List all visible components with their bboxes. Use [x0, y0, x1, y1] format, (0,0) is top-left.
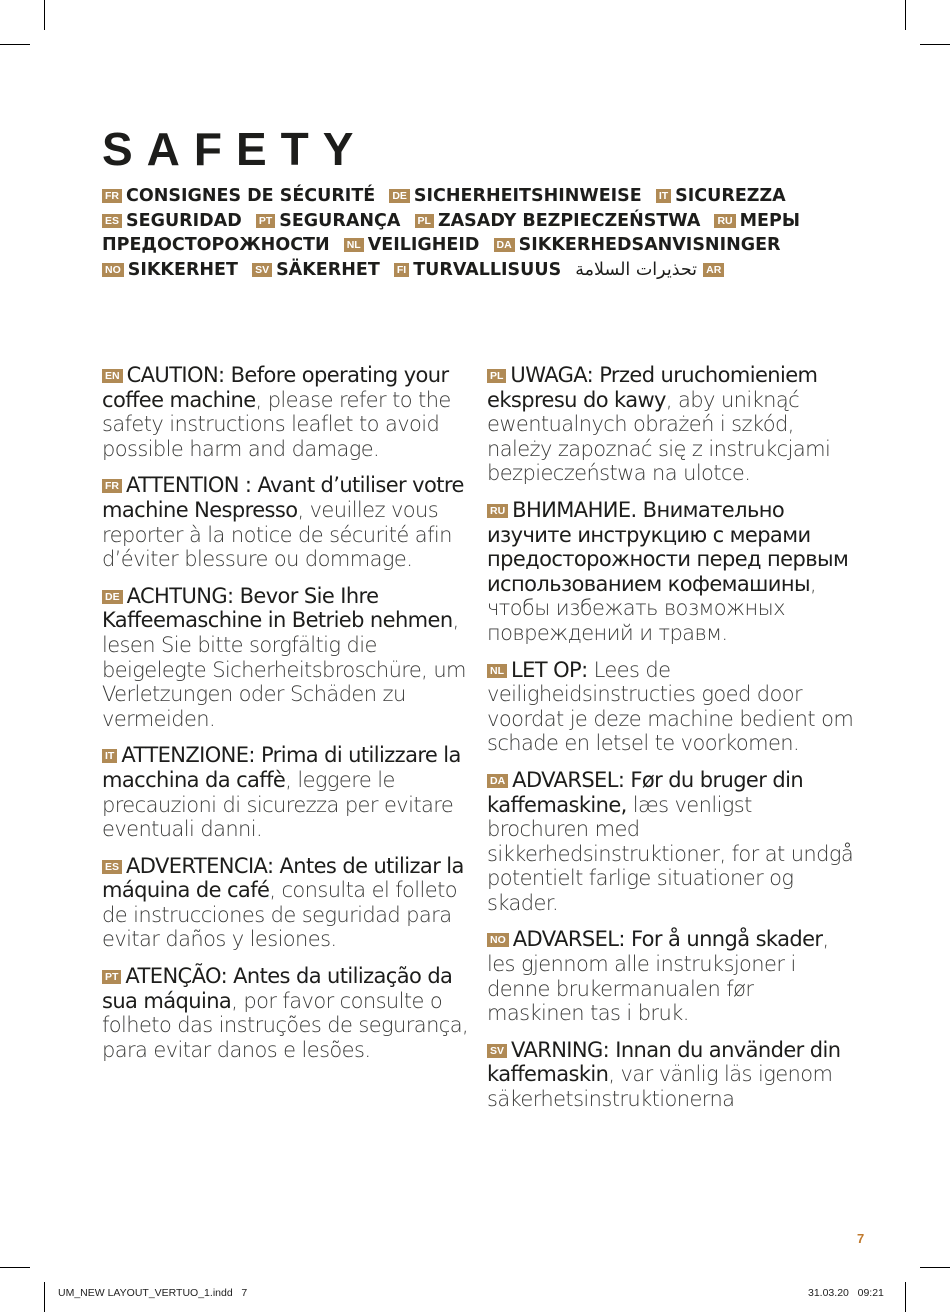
lang-heading-label: SÄKERHET: [276, 259, 380, 280]
language-headings: [102, 184, 842, 282]
lang-badge: IT: [656, 189, 671, 203]
warning-text: , aby uniknąć ewentualnych obrażeń i szkód, należy zapoznać się z instrukcjami bezpieczeństwa na ulotce.: [487, 387, 831, 486]
lang-heading-label: МЕРЫ ПРЕДОСТОРОЖНОСТИ: [102, 210, 800, 255]
lang-heading-label: SIKKERHEDSANVISNINGER: [518, 235, 781, 255]
right-column: [487, 363, 855, 1124]
print-slug-file: UM_NEW LAYOUT_VERTUO_1.indd 7: [58, 1287, 248, 1299]
warning-text: , les gjennom alle instruksjoner i denne brukermanualen før maskinen tas i bruk.: [487, 927, 829, 1026]
warning-text: Lees de veiligheidsinstructies goed door voordat je deze machine bedient om schade en letsel te voorkomen.: [487, 657, 854, 756]
lang-heading-label: تحذيرات السلامة: [575, 259, 698, 280]
warning-paragraph: [102, 743, 474, 841]
lang-heading-label: SEGURIDAD: [126, 210, 242, 231]
warning-lead: VARNING: Innan du använder din kaffemaskin: [487, 1037, 841, 1087]
lang-badge: PL: [415, 214, 434, 228]
lang-badge: PT: [256, 214, 275, 228]
lang-heading: [575, 260, 728, 280]
lang-heading-label: CONSIGNES DE SÉCURITÉ: [126, 186, 376, 206]
lang-badge: SV: [252, 263, 272, 277]
lang-badge: NO: [102, 263, 124, 277]
lang-badge: NO: [487, 933, 509, 947]
warning-paragraph: [102, 363, 474, 461]
crop-mark: [0, 44, 30, 45]
lang-heading: [656, 186, 786, 206]
lang-heading-label: SICHERHEITSHINWEISE: [413, 186, 642, 206]
lang-heading-label: VEILIGHEID: [367, 235, 480, 255]
lang-badge: FI: [394, 263, 409, 277]
warning-text: , leggere le precauzioni di sicurezza per evitare eventuali danni.: [102, 767, 454, 842]
warning-lead: ATTENTION : Avant d’utiliser votre machine Nespresso: [102, 473, 464, 522]
lang-badge: DA: [494, 238, 515, 252]
lang-badge: DA: [487, 774, 508, 788]
warning-lead: ADVARSEL: Før du bruger din kaffemaskine,: [487, 767, 804, 817]
lang-badge: NL: [344, 238, 364, 252]
lang-heading-label: SICUREZZA: [675, 186, 786, 206]
crop-mark: [920, 1267, 950, 1268]
warning-lead: ATTENZIONE: Prima di utilizzare la macchina da caffè: [102, 743, 461, 792]
warning-lead: CAUTION: Before operating your coffee machine: [102, 363, 449, 412]
lang-badge: SV: [487, 1044, 507, 1058]
lang-heading: [415, 211, 701, 231]
lang-heading: [389, 186, 641, 206]
left-column: [102, 363, 474, 1074]
warning-lead: ATENÇÃO: Antes da utilização da sua máquina: [102, 964, 453, 1013]
lang-badge: FR: [102, 479, 122, 493]
lang-heading: [252, 260, 380, 280]
lang-heading: [256, 211, 401, 231]
warning-paragraph: [102, 964, 474, 1062]
lang-badge: RU: [714, 214, 735, 228]
warning-lead: ADVERTENCIA: Antes de utilizar la máquina de café: [102, 853, 464, 903]
lang-heading: [102, 260, 238, 280]
lang-heading-label: SEGURANÇA: [279, 210, 401, 231]
crop-mark: [905, 0, 906, 30]
warning-text: , please refer to the safety instructions leaflet to avoid possible harm and damage.: [102, 387, 451, 461]
lang-heading-label: ZASADY BEZPIECZEŃSTWA: [437, 210, 701, 231]
warning-text: , por favor consulte o folheto das instruções de segurança, para evitar danos e lesões.: [102, 988, 469, 1062]
warning-lead: UWAGA: Przed uruchomieniem ekspresu do kawy: [487, 363, 818, 412]
warning-text: , veuillez vous reporter à la notice de sécurité afin d’éviter blessure ou dommage.: [102, 497, 452, 572]
warning-paragraph: [487, 927, 855, 1025]
lang-heading: [102, 211, 242, 231]
warning-text: læs venligst brochuren med sikkerhedsinstruktioner, for at undgå potentielt farlige situationer og skader.: [487, 792, 854, 915]
warning-paragraph: [102, 854, 474, 952]
lang-badge: FR: [102, 189, 122, 203]
lang-badge: PT: [102, 970, 121, 984]
warning-paragraph: [102, 473, 474, 571]
lang-heading: [494, 235, 781, 255]
page-number: 7: [857, 1231, 865, 1246]
lang-heading-label: TURVALLISUUS: [413, 259, 562, 280]
lang-heading: [394, 260, 561, 280]
warning-text: , lesen Sie bitte sorgfältig die beigelegte Sicherheitsbroschüre, um Verletzungen oder Schäden zu vermeiden.: [102, 608, 466, 731]
lang-badge: RU: [487, 504, 508, 518]
lang-heading-label: SIKKERHET: [127, 259, 238, 280]
warning-lead: LET OP:: [511, 657, 588, 682]
lang-heading: [102, 186, 375, 206]
warning-text: , чтобы избежать возможных повреждений и травм.: [487, 571, 817, 645]
lang-badge: PL: [487, 369, 506, 383]
warning-lead: ADVARSEL: For å unngå skader: [512, 927, 823, 952]
crop-mark: [905, 1282, 906, 1312]
lang-badge: EN: [102, 369, 123, 383]
warning-paragraph: [487, 1038, 855, 1112]
warning-text: , consulta el folleto de instrucciones de seguridad para evitar daños y lesiones.: [102, 878, 457, 952]
warning-paragraph: [487, 363, 855, 486]
lang-badge: NL: [487, 664, 507, 678]
warning-lead: ACHTUNG: Bevor Sie Ihre Kaffeemaschine in Betrieb nehmen: [102, 583, 453, 633]
page-title: SAFETY: [102, 123, 368, 175]
crop-mark: [0, 1267, 30, 1268]
warning-paragraph: [487, 768, 855, 916]
lang-heading: [344, 235, 480, 255]
lang-badge: IT: [102, 749, 117, 763]
crop-mark: [44, 0, 45, 30]
warning-text: , var vänlig läs igenom säkerhetsinstruktionerna: [487, 1062, 833, 1112]
lang-badge: AR: [703, 263, 724, 277]
lang-badge: ES: [102, 860, 122, 874]
crop-mark: [44, 1282, 45, 1312]
print-slug-date: 31.03.20 09:21: [808, 1287, 884, 1299]
warning-paragraph: [487, 498, 855, 646]
warning-paragraph: [102, 584, 474, 732]
lang-badge: DE: [102, 590, 123, 604]
crop-mark: [920, 44, 950, 45]
lang-badge: ES: [102, 214, 122, 228]
warning-lead: ВНИМАНИЕ. Внимательно изучите инструкцию с мерами предосторожности перед первым использованием кофемашины: [487, 497, 849, 596]
lang-badge: DE: [389, 189, 410, 203]
warning-paragraph: [487, 658, 855, 756]
